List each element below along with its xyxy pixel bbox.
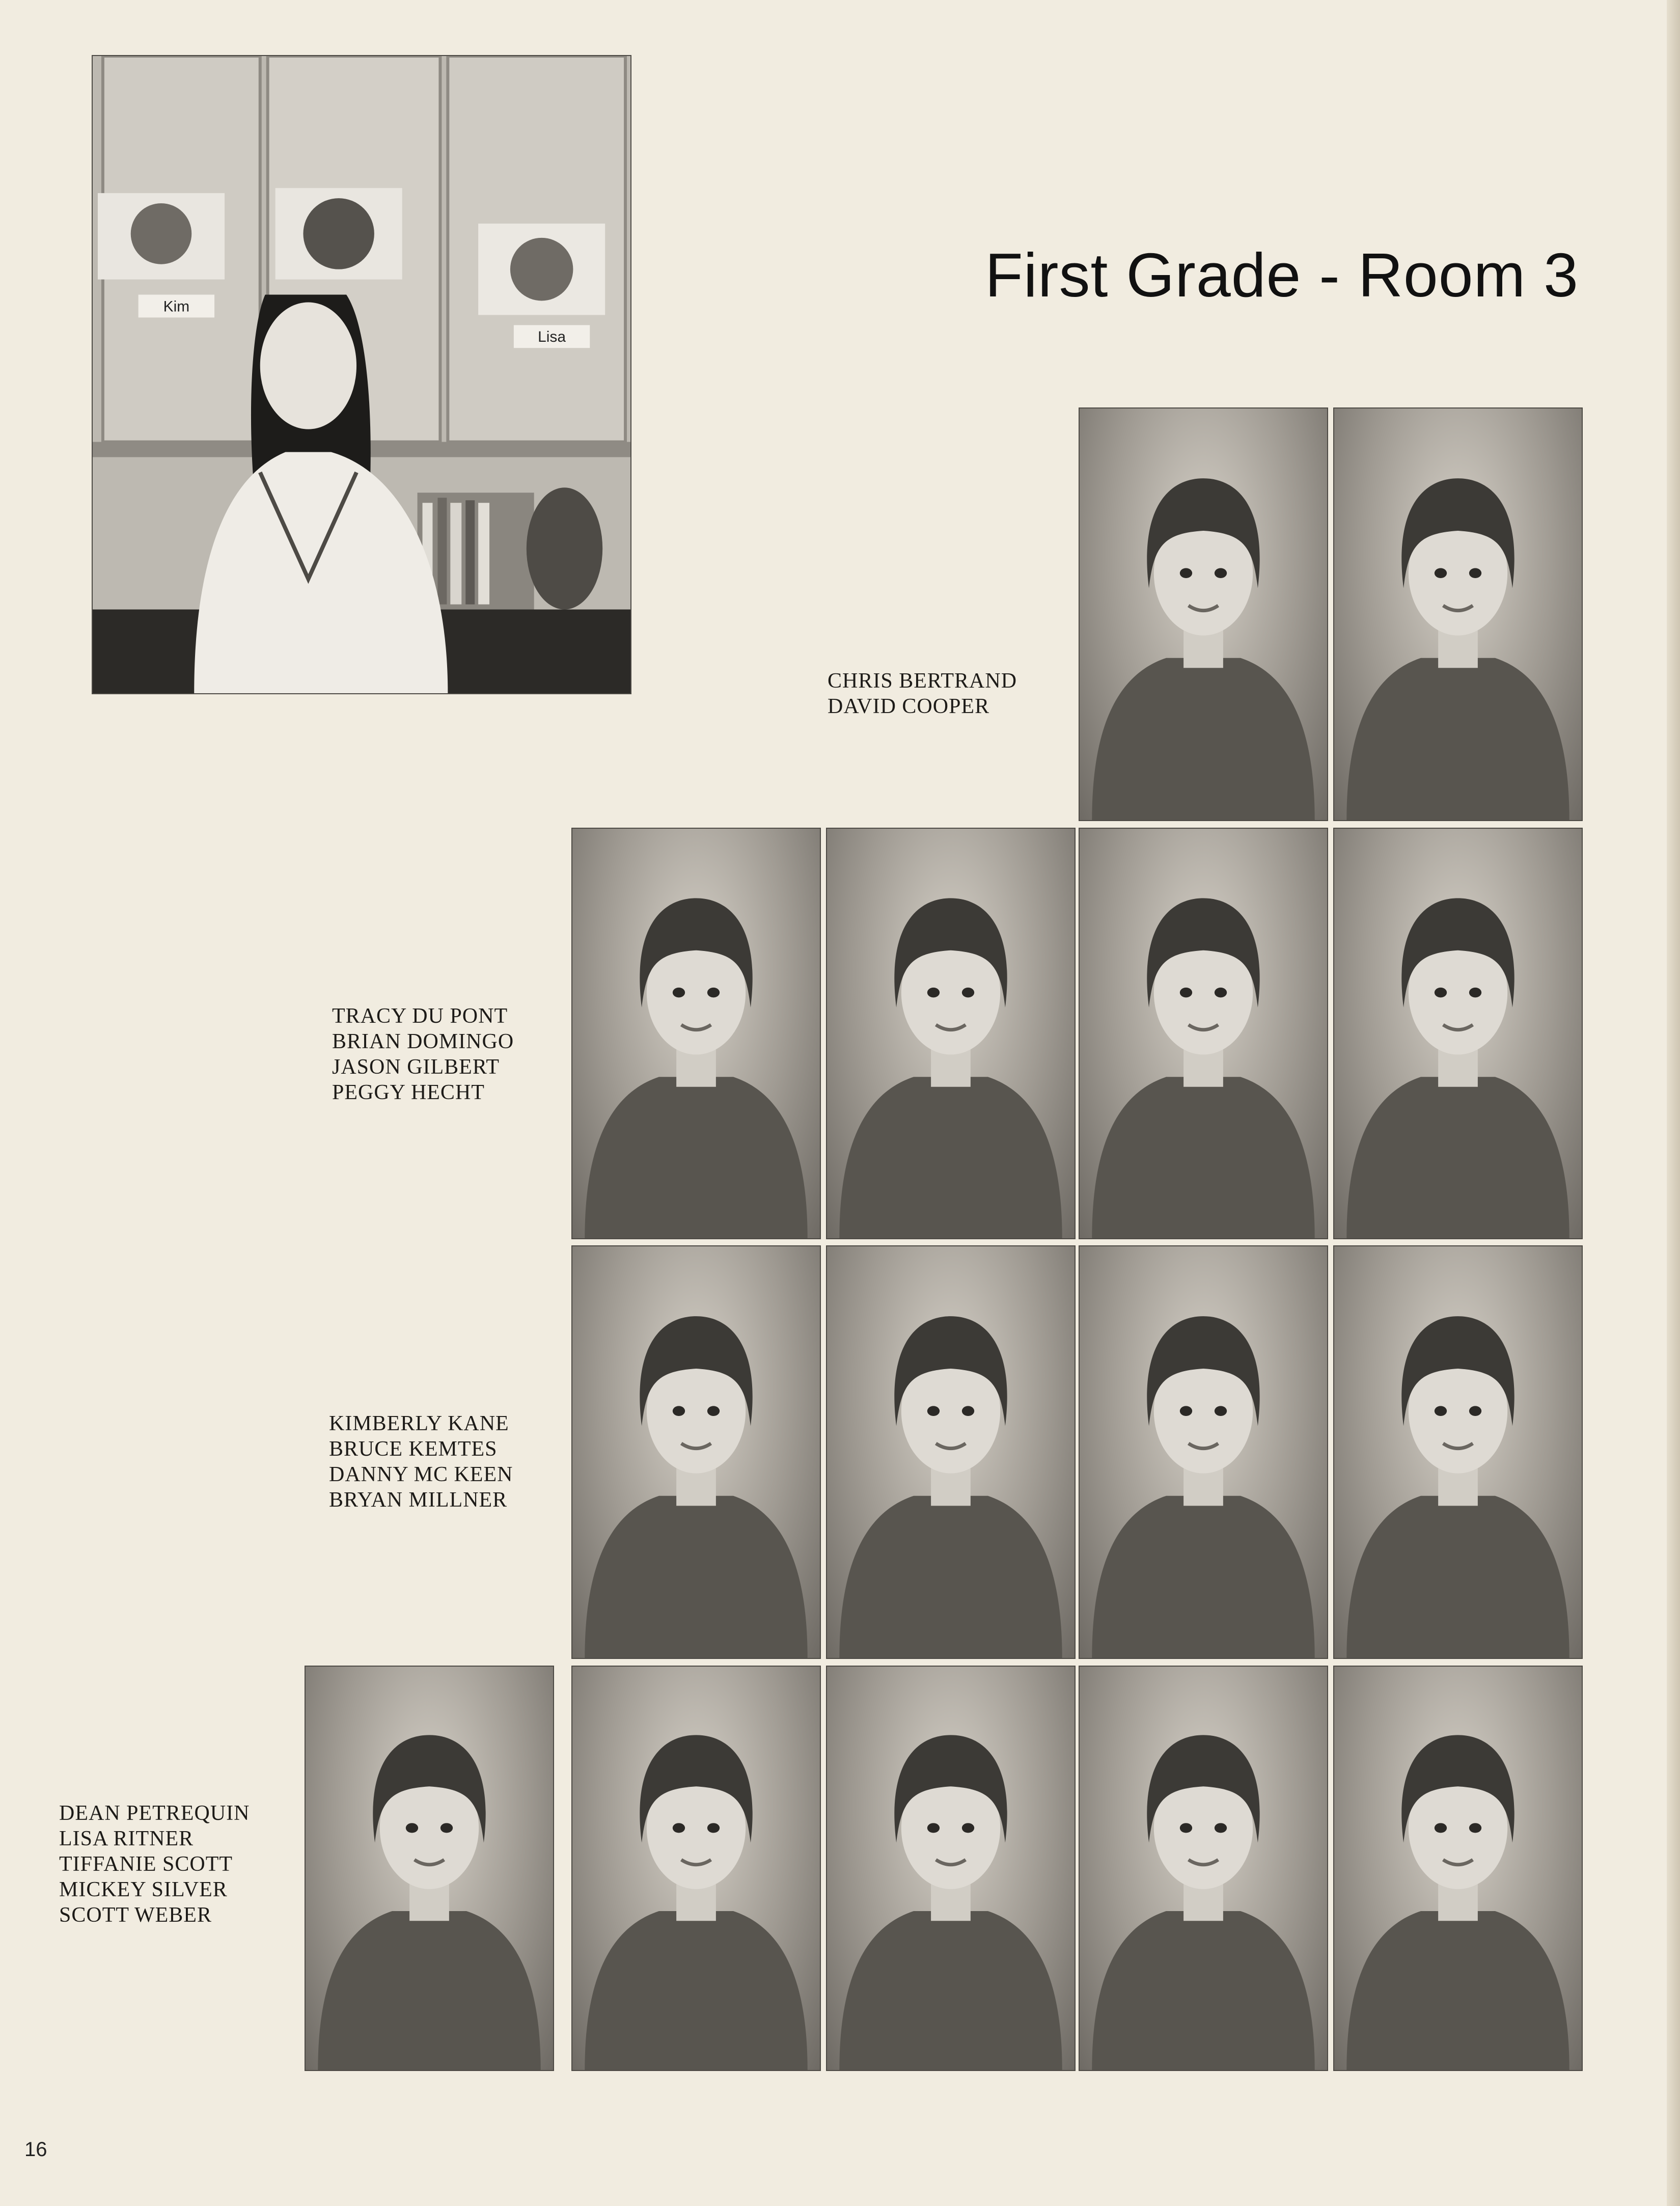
row-2-names — [332, 1003, 514, 1105]
student-name: DAVID COOPER — [828, 695, 990, 718]
student-name: TRACY DU PONT — [332, 1004, 508, 1028]
student-portrait — [1079, 407, 1328, 821]
student-portrait — [1079, 828, 1328, 1239]
page-title: First Grade - Room 3 — [985, 240, 1579, 310]
teacher-photo — [92, 55, 631, 694]
student-portrait — [826, 828, 1076, 1239]
page-number: 16 — [24, 2138, 47, 2161]
student-portrait — [305, 1666, 554, 2071]
student-name: SCOTT WEBER — [59, 1903, 212, 1927]
sign-lisa: Lisa — [538, 329, 566, 346]
row-1-names — [828, 668, 1017, 719]
student-name: PEGGY HECHT — [332, 1081, 485, 1104]
student-portrait — [571, 1666, 821, 2071]
page-edge — [1667, 0, 1680, 2206]
student-name: TIFFANIE SCOTT — [59, 1853, 233, 1876]
student-portrait — [1333, 828, 1583, 1239]
student-portrait — [571, 828, 821, 1239]
student-portrait — [1333, 1245, 1583, 1659]
sign-kim: Kim — [163, 298, 190, 315]
student-portrait — [1079, 1666, 1328, 2071]
student-name: MICKEY SILVER — [59, 1878, 228, 1901]
student-name: BRUCE KEMTES — [329, 1437, 498, 1461]
student-name: DEAN PETREQUIN — [59, 1802, 250, 1825]
student-name: KIMBERLY KANE — [329, 1412, 509, 1435]
student-portrait — [826, 1245, 1076, 1659]
student-name: JASON GILBERT — [332, 1055, 500, 1079]
row-4-names — [59, 1801, 250, 1928]
student-portrait — [1333, 407, 1583, 821]
student-portrait — [1333, 1666, 1583, 2071]
student-name: DANNY MC KEEN — [329, 1463, 513, 1486]
student-name: CHRIS BERTRAND — [828, 669, 1017, 693]
student-portrait — [571, 1245, 821, 1659]
row-3-names — [329, 1411, 513, 1513]
student-name: LISA RITNER — [59, 1827, 194, 1850]
student-name: BRIAN DOMINGO — [332, 1030, 514, 1053]
student-portrait — [1079, 1245, 1328, 1659]
student-portrait — [826, 1666, 1076, 2071]
student-name: BRYAN MILLNER — [329, 1488, 508, 1512]
